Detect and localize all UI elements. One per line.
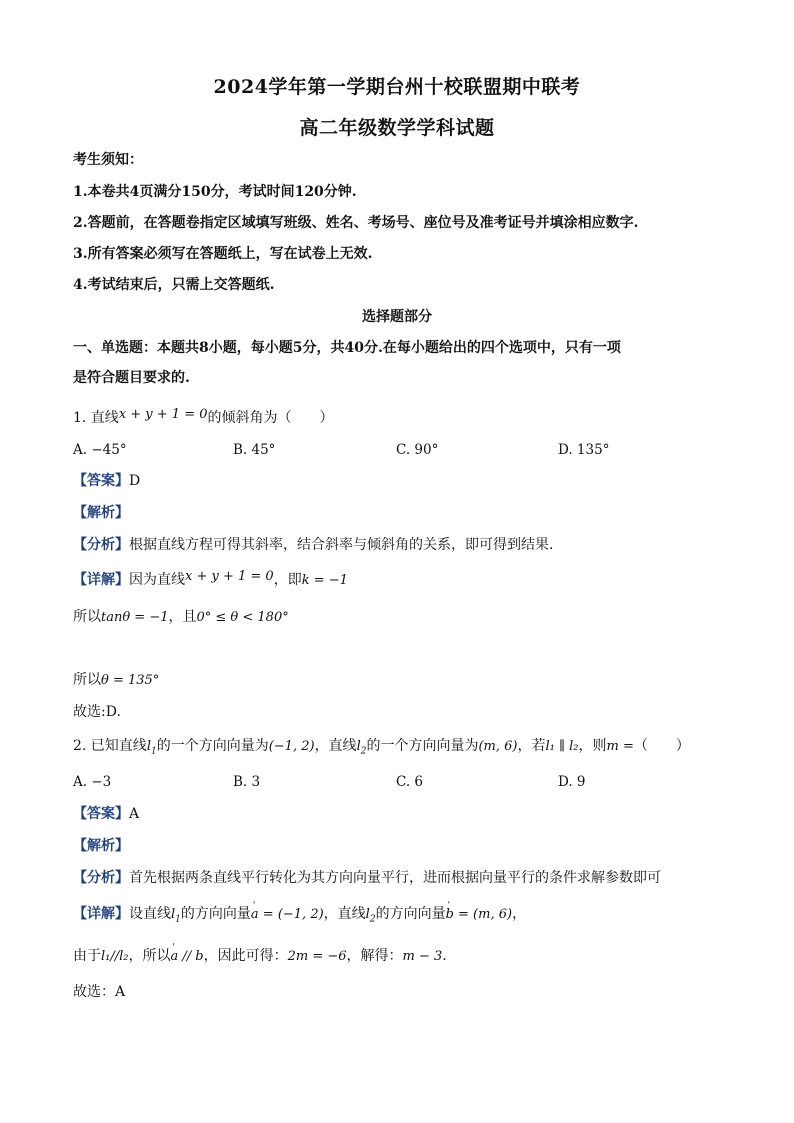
q2-detail-vector-a: ' a = (−1, 2): [251, 905, 324, 925]
q2-answer-value: A: [129, 806, 140, 822]
q2-line1-letter: l: [146, 739, 151, 754]
q2-step-1-parallel: l₁//l₂: [101, 949, 129, 964]
q2-detail-text-a: 设直线: [129, 906, 171, 922]
q1-prefix: 1. 直线: [73, 410, 119, 426]
q2-text-1: 2. 已知直线: [73, 738, 147, 754]
q1-step-2: [73, 670, 159, 691]
q2-fenxi-tag: 【分析】: [73, 870, 129, 886]
q2-vector-2: (m, 6): [478, 739, 518, 754]
q2-text-4: 的一个方向向量为: [366, 738, 479, 754]
section-title: 选择题部分: [362, 309, 432, 325]
q1-step-2-a: 所以: [73, 672, 101, 688]
question-2-stem: [73, 736, 690, 762]
q2-choose: 故选：A: [73, 984, 126, 1000]
q2-option-a: A. −3: [73, 774, 112, 790]
q1-fenxi-text: 根据直线方程可得其斜率，结合斜率与倾斜角的关系，即可得到结果.: [129, 537, 554, 553]
q1-option-b: B. 45°: [233, 442, 276, 458]
q1-detail-tag: 【详解】: [73, 572, 129, 588]
q1-step-1: [73, 607, 289, 628]
q1-option-a: A. −45°: [73, 442, 127, 458]
q2-text-6: ，则: [578, 738, 607, 754]
q1-fenxi: [73, 535, 553, 555]
q2-step-1-c: ，因此可得：: [203, 948, 288, 964]
q2-detail-tag: 【详解】: [73, 906, 129, 922]
q2-line1: $l_1$: [146, 739, 157, 757]
question-1-stem: [73, 408, 334, 429]
q2-step-1-b: ，所以: [128, 948, 171, 964]
q2-text-7: （ ）: [633, 738, 690, 754]
q2-option-d: D. 9: [558, 774, 586, 790]
q1-detail-slope: k = −1: [301, 573, 348, 588]
q2-detail-text-b: 的方向向量: [180, 906, 251, 922]
q1-fenxi-tag: 【分析】: [73, 537, 129, 553]
q2-detail-text-e: ，: [512, 906, 527, 922]
q2-detail-text-d: 的方向向量: [375, 906, 446, 922]
q2-vector-1: (−1, 2): [268, 739, 315, 754]
q2-step-1-equation: 2m = −6: [287, 949, 347, 964]
q2-analysis: [73, 836, 129, 856]
q1-analysis: [73, 503, 129, 523]
q2-fenxi: [73, 868, 661, 888]
q2-answer: [73, 804, 139, 824]
notice-item-1: 1.本卷共4页满分150分，考试时间120分钟.: [73, 184, 357, 200]
q2-detail-line1-letter: l: [171, 907, 176, 922]
part1-instruction-line2: 是符合题目要求的.: [73, 370, 190, 386]
q2-detail-line1: $l_1$: [171, 907, 181, 925]
q2-detail-line2-letter: l: [365, 907, 370, 922]
q1-step-2-expr: θ = 135°: [101, 673, 160, 688]
q2-option-b: B. 3: [233, 774, 261, 790]
q1-step-1-range: 0° ≤ θ < 180°: [196, 610, 289, 625]
part1-instruction-line1: 一、单选题：本题共8小题，每小题5分，共40分.在每小题给出的四个选项中，只有一项: [73, 340, 621, 356]
q2-analysis-tag: 【解析】: [73, 838, 129, 854]
q1-detail-text-a: 因为直线: [129, 572, 185, 588]
q2-text-3: ，直线: [314, 738, 357, 754]
q1-analysis-tag: 【解析】: [73, 505, 129, 521]
q2-option-c: C. 6: [396, 774, 424, 790]
q2-detail: [73, 904, 526, 930]
q2-line2-letter: l: [356, 739, 361, 754]
q1-detail-equation: x + y + 1 = 0: [185, 569, 274, 584]
q1-step-1-b: ，且: [168, 609, 197, 625]
q1-step-1-expr: tanθ = −1: [101, 610, 169, 625]
q1-detail-text-b: ，即: [273, 572, 302, 588]
q2-step-1-result: m − 3: [402, 949, 443, 964]
q1-answer-tag: 【答案】: [73, 473, 129, 489]
notice-heading: 考生须知：: [73, 152, 143, 168]
q2-fenxi-text: 首先根据两条直线平行转化为其方向向量平行，进而根据向量平行的条件求解参数即可: [129, 870, 661, 886]
q1-option-c: C. 90°: [396, 442, 439, 458]
exam-title: 2024学年第一学期台州十校联盟期中联考: [213, 76, 581, 98]
q2-parallel-condition: l₁ ∥ l₂: [545, 739, 579, 754]
q2-detail-line2: $l_2$: [365, 907, 376, 925]
q2-line2: $l_2$: [356, 739, 367, 757]
q1-answer-value: D: [129, 473, 141, 489]
q2-step-1-e: .: [442, 948, 447, 964]
q2-answer-tag: 【答案】: [73, 806, 129, 822]
q2-detail-text-c: ，直线: [323, 906, 366, 922]
q2-detail-vector-b: ' b = (m, 6): [446, 905, 513, 925]
q1-equation: x + y + 1 = 0: [118, 407, 208, 422]
exam-subtitle: 高二年级数学学科试题: [299, 117, 495, 139]
q1-step-1-a: 所以: [73, 609, 101, 625]
q2-step-1-d: ，解得：: [346, 948, 403, 964]
q1-detail: [73, 570, 348, 591]
q1-option-d: D. 135°: [558, 442, 610, 458]
q1-answer: [73, 471, 140, 491]
q1-choose: 故选:D.: [73, 704, 121, 720]
notice-item-2: 2.答题前，在答题卷指定区域填写班级、姓名、考场号、座位号及准考证号并填涂相应数字.: [73, 215, 639, 231]
notice-item-4: 4.考试结束后，只需上交答题纸.: [73, 277, 275, 293]
notice-item-3: 3.所有答案必须写在答题纸上，写在试卷上无效.: [73, 246, 373, 262]
q2-step-1-vector-parallel: ' a // b: [171, 947, 204, 967]
q2-step-1-a: 由于: [73, 948, 101, 964]
q2-m-var: m =: [606, 739, 634, 754]
q1-suffix: 的倾斜角为（ ）: [207, 410, 334, 426]
q2-text-5: ，若: [517, 738, 546, 754]
q2-step-1: [73, 946, 447, 967]
q2-text-2: 的一个方向向量为: [156, 738, 269, 754]
